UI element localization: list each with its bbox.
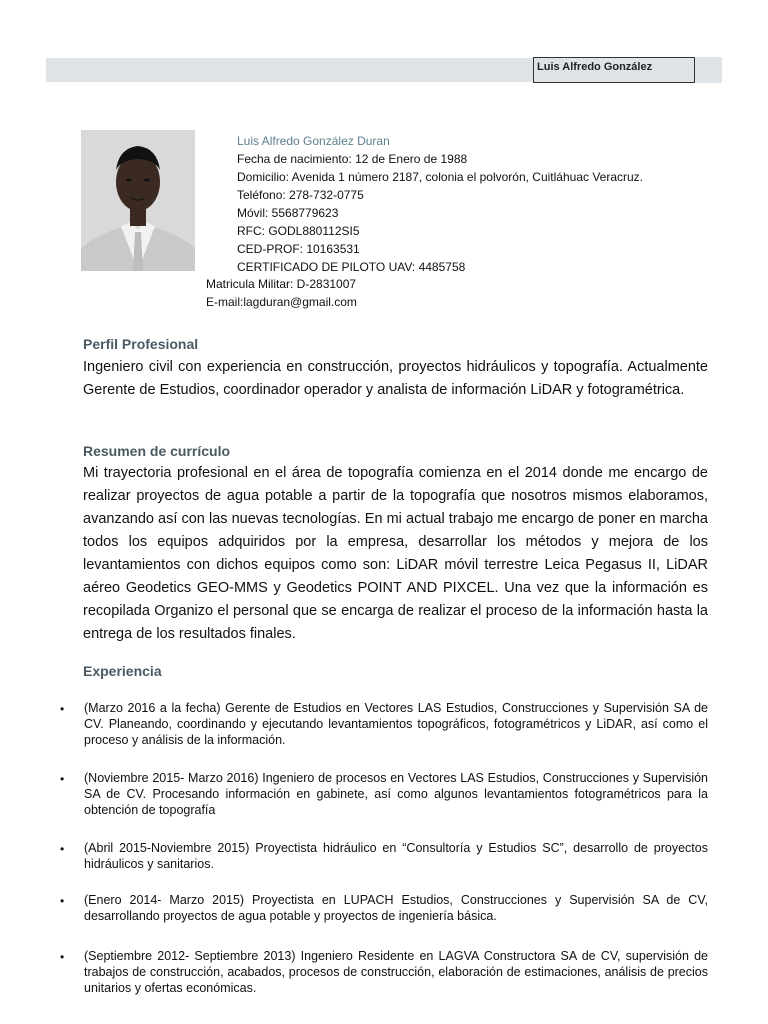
contact-block	[237, 132, 643, 276]
contact-name: Luis Alfredo González Duran	[237, 134, 390, 148]
header-box-tail	[696, 57, 722, 83]
bullet-icon: •	[60, 894, 65, 908]
rfc: RFC: GODL880112SI5	[237, 224, 360, 238]
experience-text: (Noviembre 2015- Marzo 2016) Ingeniero de procesos en Vectores LAS Estudios, Construcciones y Supervisión SA de CV. Procesando información en gabinete, así como algunos levantamientos fotogramétricos para la obtención de topografía	[84, 771, 708, 817]
mobile: Móvil: 5568779623	[237, 206, 339, 220]
header-name: Luis Alfredo González	[537, 61, 653, 73]
profile-heading: Perfil Profesional	[83, 336, 199, 352]
address: Domicilio: Avenida 1 número 2187, colonia el polvorón, Cuitláhuac Veracruz.	[237, 170, 644, 184]
experience-text: (Marzo 2016 a la fecha) Gerente de Estudios en Vectores LAS Estudios, Construcciones y Supervisión SA de CV. Planeando, coordinando y ejecutando levantamientos topográficos, fotogramétricos y LiDAR, así como el proceso y análisis de la información.	[84, 701, 708, 747]
email: E-mail:lagduran@gmail.com	[206, 295, 357, 309]
profile-text: Ingeniero civil con experiencia en construcción, proyectos hidráulicos y topografía. Actualmente Gerente de Estudios, coordinador operador y analista de información LiDAR y fotogramétrica.	[83, 359, 708, 398]
bullet-icon: •	[60, 950, 65, 964]
profile-photo	[81, 130, 195, 271]
person-portrait-icon	[81, 130, 195, 271]
pilot-certificate: CERTIFICADO DE PILOTO UAV: 4485758	[237, 260, 466, 274]
bullet-icon: •	[60, 842, 65, 856]
ced-prof: CED-PROF: 10163531	[237, 242, 360, 256]
bullet-icon: •	[60, 702, 65, 716]
summary-text: Mi trayectoria profesional en el área de topografía comienza en el 2014 donde me encargo de realizar proyectos de agua potable a partir de la topografía que nosotros mismos elaboramos, avanzando así con las nuevas tecnologías. En mi actual trabajo me encargo de poner en marcha todos los equipos adquiridos por la empresa, desarrollar los métodos y mejora de los levantamientos con dichos equipos como son: LiDAR móvil terrestre Leica Pegasus II, LiDAR aéreo Geodetics GEO-MMS y Geodetics POINT AND PIXCEL. Una vez que la información es recopilada Organizo el personal que se encarga de realizar el proceso de la información hasta la entrega de los resultados finales.	[83, 465, 708, 642]
military-id: Matricula Militar: D-2831007	[206, 277, 357, 291]
experience-text: (Abril 2015-Noviembre 2015) Proyectista hidráulico en “Consultoría y Estudios SC”, desarrollo de proyectos hidráulicos y sanitarios.	[84, 841, 708, 871]
birth-date: Fecha de nacimiento: 12 de Enero de 1988	[237, 152, 468, 166]
header-name-box	[533, 57, 695, 83]
experience-text: (Enero 2014- Marzo 2015) Proyectista en LUPACH Estudios, Construcciones y Supervisión SA de CV, desarrollando proyectos de agua potable y proyectos de ingeniería básica.	[84, 893, 708, 923]
summary-heading: Resumen de currículo	[83, 443, 231, 459]
contact-block-secondary	[206, 275, 357, 311]
phone: Teléfono: 278-732-0775	[237, 188, 364, 202]
experience-heading: Experiencia	[83, 663, 162, 679]
experience-text: (Septiembre 2012- Septiembre 2013) Ingeniero Residente en LAGVA Constructora SA de CV, supervisión de trabajos de construcción, acabados, procesos de construcción, elaboración de estimaciones, análisis de precios unitarios y ofertas económicas.	[84, 949, 708, 995]
bullet-icon: •	[60, 772, 65, 786]
